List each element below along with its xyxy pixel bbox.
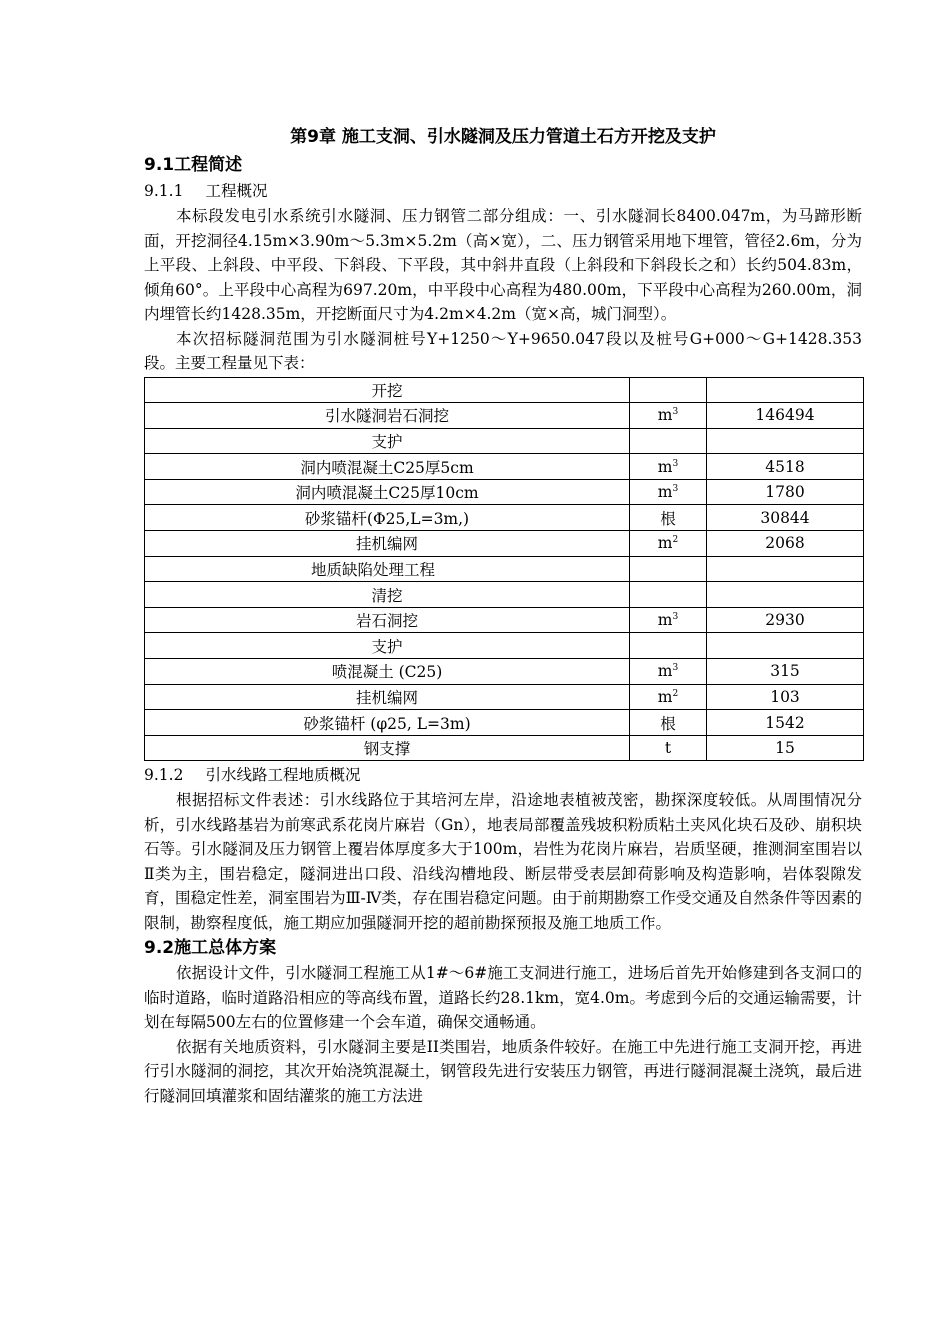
table-row: [145, 582, 864, 608]
unit-cell: [630, 735, 707, 761]
quantity-cell: 2068: [707, 531, 864, 557]
quantity-cell: 15: [707, 735, 864, 761]
table-row: [145, 531, 864, 557]
quantity-cell: 1780: [707, 479, 864, 505]
unit-text: 根: [660, 509, 676, 528]
overview-paragraph-2: 本次招标隧洞范围为引水隧洞桩号Y+1250～Y+9650.047段以及桩号G+000～G+1428.353段。主要工程量见下表：: [144, 329, 862, 372]
table-row: [145, 454, 864, 480]
unit-cell: [630, 582, 707, 608]
item-name-cell: 支护: [145, 428, 630, 454]
subsection-title: 引水线路工程地质概况: [205, 766, 361, 785]
unit-cell: [630, 556, 707, 582]
table-row: [145, 633, 864, 659]
unit-exponent: 3: [672, 611, 679, 622]
quantity-cell: [707, 556, 864, 582]
quantity-cell: 146494: [707, 403, 864, 429]
unit-cell: [630, 710, 707, 736]
item-name-cell: 岩石洞挖: [145, 607, 630, 633]
unit-exponent: 3: [672, 484, 679, 495]
quantity-table: [144, 377, 864, 762]
quantity-cell: [707, 428, 864, 454]
quantity-cell: [707, 377, 864, 403]
table-row: [145, 556, 864, 582]
item-name-cell: 地质缺陷处理工程: [145, 556, 630, 582]
document-body: [144, 122, 862, 1108]
item-name-cell: 开挖: [145, 377, 630, 403]
quantity-cell: 30844: [707, 505, 864, 531]
unit-cell: [630, 684, 707, 710]
unit-cell: [630, 607, 707, 633]
unit-text: m: [657, 687, 673, 706]
table-row: [145, 684, 864, 710]
item-name-cell: 洞内喷混凝土C25厚5cm: [145, 454, 630, 480]
unit-text: t: [664, 739, 672, 758]
subsection-number: 9.1.2: [144, 766, 184, 785]
unit-text: m: [657, 457, 673, 476]
subsection-heading-9-1-1: [144, 178, 862, 204]
section-heading-9-1: 9.1工程简述: [144, 155, 243, 175]
unit-text: m: [657, 662, 673, 681]
unit-exponent: 3: [672, 458, 679, 469]
item-name-cell: 挂机编网: [145, 684, 630, 710]
quantity-cell: 103: [707, 684, 864, 710]
unit-text: m: [657, 534, 673, 553]
item-name-cell: 清挖: [145, 582, 630, 608]
unit-cell: [630, 479, 707, 505]
subsection-heading-9-1-2: [144, 762, 862, 788]
unit-cell: [630, 531, 707, 557]
table-row: [145, 659, 864, 685]
item-name-cell: 砂浆锚杆 (φ25, L=3m): [145, 710, 630, 736]
section-heading-9-2: 9.2施工总体方案: [144, 938, 277, 959]
chapter-title: 第9章 施工支洞、引水隧洞及压力管道土石方开挖及支护: [290, 127, 716, 147]
quantity-cell: 1542: [707, 710, 864, 736]
table-row: [145, 505, 864, 531]
quantity-cell: [707, 633, 864, 659]
quantity-cell: [707, 582, 864, 608]
unit-cell: [630, 505, 707, 531]
item-name-cell: 挂机编网: [145, 531, 630, 557]
quantity-cell: 2930: [707, 607, 864, 633]
table-row: [145, 428, 864, 454]
unit-cell: [630, 633, 707, 659]
quantity-cell: 315: [707, 659, 864, 685]
item-name-cell: 洞内喷混凝土C25厚10cm: [145, 479, 630, 505]
unit-exponent: 2: [672, 535, 679, 546]
unit-cell: [630, 428, 707, 454]
plan-paragraph-1: 依据设计文件，引水隧洞工程施工从1#～6#施工支洞进行施工，进场后首先开始修建到各支洞口的临时道路，临时道路沿相应的等高线布置，道路长约28.1km，宽4.0m。考虑到今后的交通运输需要，计划在每隔500左右的位置修建一个会车道，确保交通畅通。: [144, 964, 862, 1032]
overview-paragraph-1: 本标段发电引水系统引水隧洞、压力钢管二部分组成：一、引水隧洞长8400.047m，为马蹄形断面，开挖洞径4.15m×3.90m～5.3m×5.2m（高×宽），二、压力钢管采用地下埋管，管径2.6m，分为上平段、上斜段、中平段、下斜段、下平段，其中斜井直段（上斜段和下斜段长之和）长约504.83m，倾角60°。上平段中心高程为697.20m，中平段中心高程为480.00m，下平段中心高程为260.00m，洞内埋管长约1428.35m，开挖断面尺寸为4.2m×4.2m（宽×高，城门洞型）。: [144, 207, 862, 323]
unit-cell: [630, 377, 707, 403]
unit-text: m: [657, 406, 673, 425]
item-name-cell: 钢支撑: [145, 735, 630, 761]
subsection-number: 9.1.1: [144, 182, 184, 200]
unit-exponent: 2: [672, 688, 679, 699]
table-row: [145, 607, 864, 633]
item-name-cell: 支护: [145, 633, 630, 659]
table-row: [145, 403, 864, 429]
unit-text: 根: [660, 714, 676, 733]
unit-cell: [630, 403, 707, 429]
unit-text: m: [657, 483, 673, 502]
unit-exponent: 3: [672, 663, 679, 674]
item-name-cell: 喷混凝土 (C25): [145, 659, 630, 685]
plan-paragraph-2: 依据有关地质资料，引水隧洞主要是II类围岩，地质条件较好。在施工中先进行施工支洞开挖，再进行引水隧洞的洞挖，其次开始浇筑混凝土，钢管段先进行安装压力钢管，再进行隧洞混凝土浇筑，最后进行隧洞回填灌浆和固结灌浆的施工方法进: [144, 1037, 862, 1105]
item-name-cell: 砂浆锚杆(Φ25,L=3m,): [145, 505, 630, 531]
table-row: [145, 735, 864, 761]
geology-paragraph: 根据招标文件表述：引水线路位于其培河左岸，沿途地表植被茂密，勘探深度较低。从周围情况分析，引水线路基岩为前寒武系花岗片麻岩（Gn），地表局部覆盖残坡积粉质粘土夹风化块石及砂、崩积块石等。引水隧洞及压力钢管上覆岩体厚度多大于100m，岩性为花岗片麻岩，岩质坚硬，推测洞室围岩以Ⅱ类为主，围岩稳定，隧洞进出口段、沿线沟槽地段、断层带受表层卸荷影响及构造影响，岩体裂隙发育，围稳定性差，洞室围岩为Ⅲ-Ⅳ类，存在围岩稳定问题。由于前期勘察工作受交通及自然条件等因素的限制，勘察程度低，施工期应加强隧洞开挖的超前勘探预报及施工地质工作。: [144, 791, 862, 932]
unit-text: m: [657, 611, 673, 630]
table-row: [145, 479, 864, 505]
item-name-cell: 引水隧洞岩石洞挖: [145, 403, 630, 429]
unit-cell: [630, 454, 707, 480]
unit-cell: [630, 659, 707, 685]
quantity-cell: 4518: [707, 454, 864, 480]
table-row: [145, 377, 864, 403]
unit-exponent: 3: [672, 407, 679, 418]
subsection-title: 工程概况: [205, 182, 268, 200]
table-row: [145, 710, 864, 736]
